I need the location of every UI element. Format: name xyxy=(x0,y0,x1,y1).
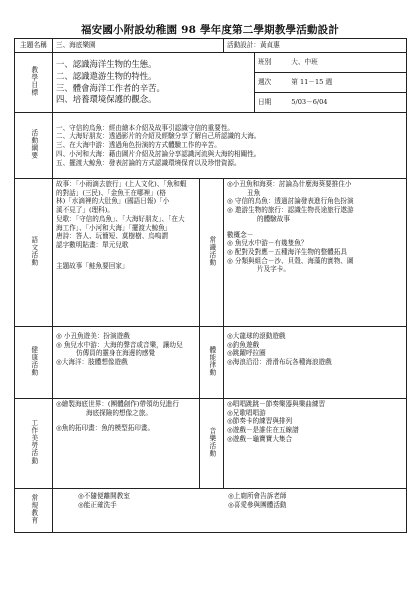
health-item: ◎ 魚兒水中游：大海的聲音或音樂，讓幼兒 xyxy=(56,340,183,349)
weeks-cell xyxy=(255,73,407,93)
art-label: 工作美勞活動 xyxy=(29,419,38,465)
summary-label: 活動綱要 xyxy=(29,128,38,160)
goal-item: 四、培養環境保護的觀念。 xyxy=(56,94,157,105)
rhythm-item: ◎海浪沿沿：滑滑布玩各種海浪遊戲 xyxy=(227,358,332,367)
rhythm-content xyxy=(224,327,407,399)
language-line: 林)「水滴裡的大肚魚」(國語日報)「小 xyxy=(56,197,170,206)
art-item: ◎魚的拓印畫：魚的模型拓印畫。 xyxy=(56,424,155,433)
routine-label: 常規教育 xyxy=(29,493,38,525)
designer-label: 活動設計： xyxy=(227,41,260,50)
health-content xyxy=(53,327,200,399)
goal-item: 二、認識遨游生物的特性。 xyxy=(56,70,157,81)
summary-list xyxy=(53,113,407,179)
health-item: ◎大海洋：肢體想像遊戲 xyxy=(56,358,128,367)
common-sense-label: 常識活動 xyxy=(207,235,216,267)
math-title: 數概念－ xyxy=(227,230,254,239)
health-label-cell xyxy=(15,327,53,399)
goal-item: 一、認識海洋生物的生態。 xyxy=(56,58,157,69)
language-line: 唐詩：答人、玩簡短、莫樹樹、烏嗚謂 xyxy=(56,232,169,241)
goals-list xyxy=(53,53,255,113)
weeks-label: 週次 xyxy=(258,78,272,87)
rhythm-label: 體能律動 xyxy=(207,345,216,377)
theme-value: 三、海底樂園 xyxy=(53,39,224,53)
common-sense-label-cell xyxy=(200,179,224,327)
rhythm-item: ◎大龍球的滾動遊戲 xyxy=(227,332,286,340)
theme-label: 主題名稱 xyxy=(15,39,53,53)
art-content xyxy=(53,399,200,489)
routine-item: ◎不隨便離開教室 xyxy=(78,492,130,500)
math-item: ◎ 魚兒水中游－有幾隻魚？ xyxy=(227,239,308,248)
rhythm-item: ◎跳躍呼拉圈 xyxy=(227,349,266,358)
designer-value: 黃貞惠 xyxy=(259,41,280,50)
music-content xyxy=(224,399,407,489)
health-item: ◎ 小丑魚遊美：扮演遊戲 xyxy=(56,332,130,340)
math-item: ◎ 分類與組合－沙、貝殼、海藻的實物、圖 xyxy=(227,256,354,265)
language-label: 語文活動 xyxy=(29,235,38,267)
routine-col-2 xyxy=(228,492,287,509)
summary-item: 四、小河和大海：藉由圖片介紹及討論分享認識河流與大海的相關性。 xyxy=(56,149,261,158)
goals-label-cell xyxy=(15,53,53,113)
routine-col-1 xyxy=(78,492,228,509)
common-sense-item: ◎ 遨游生物的旅行：認識生物長途旅行遨游 xyxy=(227,206,354,215)
music-label: 音樂活動 xyxy=(207,426,216,458)
summary-item: 一、守信的烏魚：經由繪本介紹及故事引認識守信的重要性。 xyxy=(56,123,235,132)
theme-row xyxy=(15,39,407,53)
health-row xyxy=(15,327,407,399)
routine-item: ◎上廁所會告訴老師 xyxy=(228,492,287,500)
common-sense-content xyxy=(224,179,407,327)
music-item: ◎遊戲－龜寶寶大集合 xyxy=(227,434,293,443)
math-item: 片及字卡。 xyxy=(257,265,290,274)
music-item: ◎遊戲－是誰住在五線譜 xyxy=(227,426,299,435)
date-label: 日期 xyxy=(258,98,272,107)
language-line: 溪不見了」(理科)。 xyxy=(56,206,114,215)
weeks-value: 第 11－15 週 xyxy=(291,78,333,87)
common-sense-item: 丑魚 xyxy=(247,188,261,197)
theme-story: 主題故事「鮭魚要回家」 xyxy=(56,261,129,270)
page-title: 福安國小附設幼稚園 98 學年度第二學期教學活動設計 xyxy=(80,24,340,36)
routine-item: ◎能正確洗手 xyxy=(78,500,117,509)
class-value: 大、中班 xyxy=(291,58,318,67)
summary-item: 二、大海好朋友：透過影片的介紹及經驗分享了解自己所認識的大海。 xyxy=(56,132,261,141)
music-label-cell xyxy=(200,399,224,489)
summary-item: 五、擺渡大鯨魚：發表討論的方式認識環境保育以及珍惜資源。 xyxy=(56,158,241,167)
summary-item: 三、在大海中游：透過角色扮演的方式體驗工作的辛苦。 xyxy=(56,141,221,150)
language-line: 的對話」(三民)、「金魚王在哪裡」(格 xyxy=(56,188,166,197)
art-item: 海底探險的想像之旅。 xyxy=(86,408,152,417)
date-cell xyxy=(255,93,407,113)
health-label: 健康活動 xyxy=(29,345,38,377)
rhythm-item: ◎釣魚遊戲 xyxy=(227,340,260,349)
language-row xyxy=(15,179,407,327)
routine-row xyxy=(15,489,407,533)
language-line: 故事：「小雨滴去旅行」(上人文化)、「魚和蝦 xyxy=(56,180,187,188)
routine-label-cell xyxy=(15,489,53,533)
music-item: ◎兄歌唱唱游 xyxy=(227,408,266,417)
music-item: ◎節奏卡的練習與排列 xyxy=(227,417,293,426)
routine-item: ◎喜愛參與團體活動 xyxy=(228,500,287,509)
art-row xyxy=(15,399,407,489)
language-line: 海工作」、「小河和大海」「擺渡大鯨魚」 xyxy=(56,223,172,232)
class-cell xyxy=(255,53,407,73)
goals-row-1 xyxy=(15,53,407,73)
health-item: 仿傳員的靈身在海邊的感覺 xyxy=(76,349,156,358)
goal-item: 三、體會海洋工作者的辛苦。 xyxy=(56,82,165,93)
date-value: 5/03－6/04 xyxy=(291,98,328,107)
language-line: 認字數明貼畫：單元兒歌 xyxy=(56,240,129,249)
common-sense-item: 的體驗故事 xyxy=(257,214,290,223)
common-sense-item: ◎小丑魚和海葵：討論為什麼海葵要推住小 xyxy=(227,180,352,188)
language-label-cell xyxy=(15,179,53,327)
math-item: ◎ 配對及對應－五種海洋生物的整體拓具 xyxy=(227,247,347,256)
summary-row xyxy=(15,113,407,179)
language-content xyxy=(53,179,200,327)
lesson-plan-table xyxy=(14,38,407,533)
language-line: 兒歌：「守信的烏魚」、「大海好朋友」、「在大 xyxy=(56,214,185,223)
class-label: 班別 xyxy=(258,58,272,67)
designer-cell xyxy=(224,39,407,53)
art-item: ◎繪製海底世界：(團體創作)帶領幼兒進行 xyxy=(56,400,179,408)
routine-content xyxy=(53,489,407,533)
rhythm-label-cell xyxy=(200,327,224,399)
goals-label: 教學目標 xyxy=(29,65,38,97)
art-label-cell xyxy=(15,399,53,489)
summary-label-cell xyxy=(15,113,53,179)
common-sense-item: ◎ 守信的烏魚：透過討論發表進行角色扮演 xyxy=(227,197,354,206)
music-item: ◎唱唱跳跳－節奏樂器與樂曲練習 xyxy=(227,400,326,408)
